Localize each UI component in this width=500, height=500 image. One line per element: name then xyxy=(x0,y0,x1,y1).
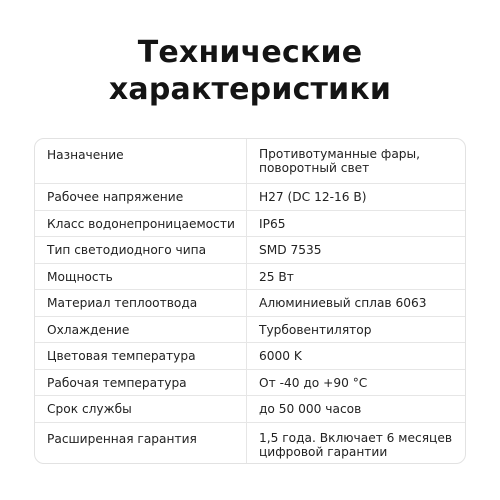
spec-value-line: до 50 000 часов xyxy=(259,402,362,417)
spec-value-line: От -40 до +90 °C xyxy=(259,375,368,390)
spec-value-line: Турбовентилятор xyxy=(259,322,372,337)
spec-label: Класс водонепроницаемости xyxy=(47,216,235,231)
spec-row xyxy=(35,183,465,211)
spec-label: Срок службы xyxy=(47,402,132,417)
spec-row xyxy=(35,210,465,238)
spec-row xyxy=(35,342,465,370)
spec-value-line: Алюминиевый сплав 6063 xyxy=(259,296,427,311)
spec-label: Мощность xyxy=(47,269,113,284)
spec-value xyxy=(259,270,294,284)
spec-row xyxy=(35,369,465,397)
spec-label: Цветовая температура xyxy=(47,349,196,364)
spec-value xyxy=(259,349,302,363)
spec-value xyxy=(259,147,420,175)
spec-table xyxy=(34,138,466,464)
spec-value xyxy=(259,323,371,337)
spec-row xyxy=(35,316,465,344)
spec-value-line: H27 (DC 12-16 В) xyxy=(259,190,367,205)
spec-value-line: IP65 xyxy=(259,216,286,231)
spec-value xyxy=(259,217,285,231)
spec-row xyxy=(35,422,465,465)
spec-value xyxy=(259,376,367,390)
spec-label: Охлаждение xyxy=(47,322,130,337)
spec-row xyxy=(35,236,465,264)
spec-value-line: 25 Вт xyxy=(259,269,294,284)
spec-row xyxy=(35,139,465,183)
spec-value xyxy=(259,243,322,257)
spec-label: Рабочее напряжение xyxy=(47,190,184,205)
spec-value-line: поворотный свет xyxy=(259,161,370,175)
page-title-line-2: характеристики xyxy=(108,72,392,107)
spec-value-line: Противотуманные фары, xyxy=(259,147,421,161)
spec-label: Назначение xyxy=(47,148,124,162)
spec-label: Расширенная гарантия xyxy=(47,431,197,446)
spec-value xyxy=(259,431,452,459)
page-title xyxy=(0,34,500,108)
spec-value-line: SMD 7535 xyxy=(259,243,322,258)
spec-value xyxy=(259,296,427,310)
spec-label: Тип светодиодного чипа xyxy=(47,243,207,258)
spec-label: Рабочая температура xyxy=(47,375,187,390)
spec-row xyxy=(35,263,465,291)
spec-value-line: 6000 K xyxy=(259,349,302,364)
spec-value-line: цифровой гарантии xyxy=(259,444,388,459)
spec-row xyxy=(35,395,465,423)
spec-value-line: 1,5 года. Включает 6 месяцев xyxy=(259,430,453,445)
spec-label: Материал теплоотвода xyxy=(47,296,198,311)
page-title-line-1: Технические xyxy=(137,35,363,70)
spec-row xyxy=(35,289,465,317)
spec-value xyxy=(259,402,361,416)
spec-value xyxy=(259,190,366,204)
